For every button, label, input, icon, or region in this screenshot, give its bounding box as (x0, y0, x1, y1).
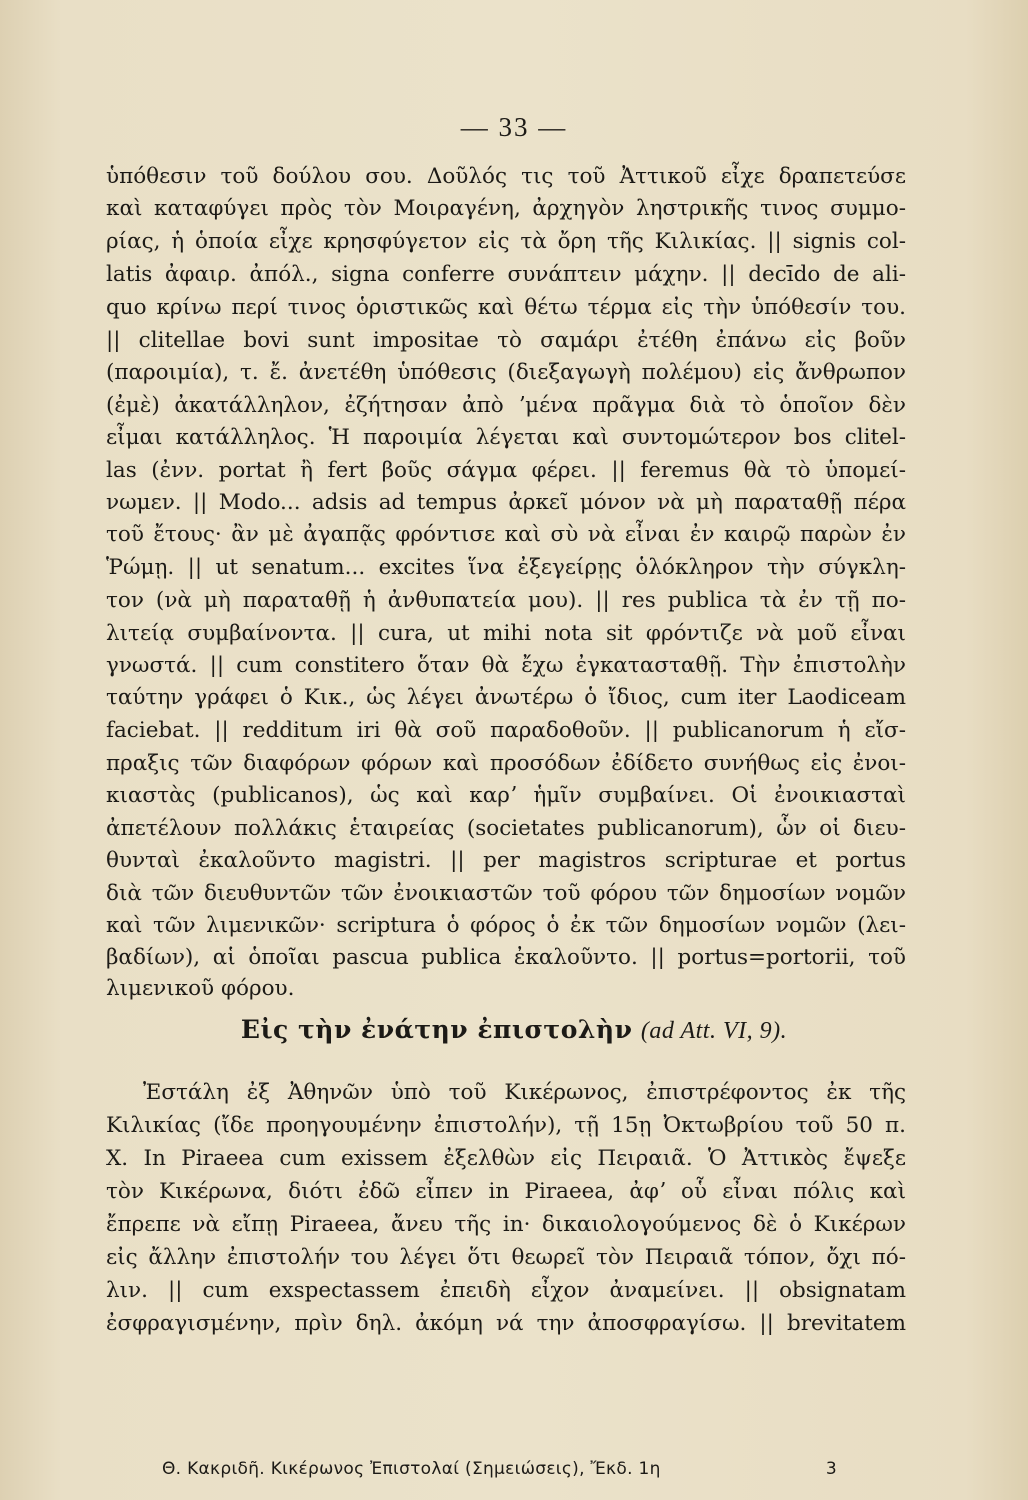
note-line: (παροιμία), τ. ἔ. ἀνετέθη ὑπόθεσις (διεξαγωγὴ πολέμου) εἰς ἄνθρωπον (106, 360, 906, 385)
intro-line: λιν. || cum exspectassem ἐπειδὴ εἶχον ἀναμείνει. || obsignatam (106, 1278, 906, 1303)
note-line: καὶ τῶν λιμενικῶν· scriptura ὁ φόρος ὁ ἐκ τῶν δημοσίων νομῶν (λει- (106, 913, 906, 938)
note-line: λιτείᾳ συμβαίνοντα. || cura, ut mihi nota sit φρόντιζε νὰ μοῦ εἶναι (106, 621, 906, 646)
intro-line: εἰς ἄλλην ἐπιστολήν του λέγει ὅτι θεωρεῖ τὸν Πειραιᾶ τόπον, ὄχι πό- (106, 1245, 906, 1270)
note-line: ἀπετέλουν πολλάκις ἑταιρείας (societates publicanorum), ὧν οἱ διευ- (106, 816, 906, 841)
signature-mark: 3 (825, 1459, 837, 1479)
footer-text: Θ. Κακριδῆ. Κικέρωνος Ἐπιστολαί (Σημειώσεις), Ἔκδ. 1η (162, 1459, 661, 1479)
note-line: καὶ καταφύγει πρὸς τὸν Μοιραγένη, ἀρχηγὸν ληστρικῆς τινος συμμο- (106, 196, 906, 221)
intro-line: Κιλικίας (ἴδε προηγουμένην ἐπιστολήν), τῇ 15ῃ Ὀκτωβρίου τοῦ 50 π. (106, 1113, 906, 1138)
page-footer (162, 1459, 837, 1479)
note-line: latis ἀφαιρ. ἀπόλ., signa conferre συνάπτειν μάχην. || decīdo de ali- (106, 262, 906, 287)
note-line: las (ἐνν. portat ἢ fert βοῦς σάγμα φέρει. || feremus θὰ τὸ ὑπομεί- (106, 458, 906, 483)
note-line: τοῦ ἔτους· ἂν μὲ ἀγαπᾷς φρόντισε καὶ σὺ νὰ εἶναι ἐν καιρῷ παρὼν ἐν (106, 522, 906, 547)
note-line: λιμενικοῦ φόρου. (106, 976, 295, 1001)
note-line: διὰ τῶν διευθυντῶν τῶν ἐνοικιαστῶν τοῦ φόρου τῶν δημοσίων νομῶν (106, 881, 906, 906)
section-heading (0, 1015, 1028, 1045)
heading-greek: Εἰς τὴν ἐνάτην ἐπιστολὴν (240, 1015, 633, 1044)
intro-line: Χ. In Piraeea cum exissem ἐξελθὼν εἰς Πειραιᾶ. Ὁ Ἀττικὸς ἔψεξε (106, 1146, 906, 1171)
note-line: ταύτην γράφει ὁ Κικ., ὡς λέγει ἀνωτέρω ὁ ἴδιος, cum iter Laodiceam (106, 685, 906, 710)
note-line: βαδίων), αἱ ὁποῖαι pascua publica ἐκαλοῦντο. || portus=portorii, τοῦ (106, 945, 906, 970)
intro-line: ἔπρεπε νὰ εἴπῃ Piraeea, ἄνευ τῆς in· δικαιολογούμενος δὲ ὁ Κικέρων (106, 1212, 906, 1237)
note-line: (ἐμὲ) ἀκατάλληλον, ἐζήτησαν ἀπὸ ʼμένα πρᾶγμα διὰ τὸ ὁποῖον δὲν (106, 393, 906, 418)
heading-latin: (ad Att. VI, 9). (640, 1018, 788, 1044)
note-line: θυνταὶ ἐκαλοῦντο magistri. || per magistros scripturae et portus (106, 848, 906, 873)
note-line: κιαστὰς (publicanos), ὡς καὶ καρʼ ἡμῖν συμβαίνει. Οἱ ἐνοικιασταὶ (106, 783, 906, 808)
note-line: εἶμαι κατάλληλος. Ἡ παροιμία λέγεται καὶ συντομώτερον bos clitel- (106, 425, 906, 450)
note-line: faciebat. || redditum iri θὰ σοῦ παραδοθοῦν. || publicanorum ἡ εἴσ- (106, 718, 906, 743)
note-line: τον (νὰ μὴ παραταθῇ ἡ ἀνθυπατεία μου). || res publica τὰ ἐν τῇ πο- (106, 588, 906, 613)
note-line: || clitellae bovi sunt impositae τὸ σαμάρι ἐτέθη ἐπάνω εἰς βοῦν (106, 328, 906, 353)
page-number: — 33 — (460, 112, 568, 142)
intro-line: ἐσφραγισμένην, πρὶν δηλ. ἀκόμη νά την ἀποσφραγίσω. || brevitatem (106, 1311, 906, 1336)
note-line: νωμεν. || Modo... adsis ad tempus ἀρκεῖ μόνον νὰ μὴ παραταθῇ πέρα (106, 490, 906, 515)
note-line: γνωστά. || cum constitero ὅταν θὰ ἔχω ἐγκατασταθῇ. Τὴν ἐπιστολὴν (106, 653, 906, 678)
intro-line: τὸν Κικέρωνα, διότι ἐδῶ εἶπεν in Piraeea, ἀφʼ οὗ εἶναι πόλις καὶ (106, 1179, 906, 1204)
note-line: ρίας, ἡ ὁποία εἶχε κρησφύγετον εἰς τὰ ὄρη τῆς Κιλικίας. || signis col- (106, 229, 906, 254)
note-line: πραξις τῶν διαφόρων φόρων καὶ προσόδων ἐδίδετο συνήθως εἰς ἐνοι- (106, 751, 906, 776)
note-line: Ῥώμῃ. || ut senatum... excites ἵνα ἐξεγείρῃς ὁλόκληρον τὴν σύγκλη- (106, 555, 906, 580)
note-line: quo κρίνω περί τινος ὁριστικῶς καὶ θέτω τέρμα εἰς τὴν ὑπόθεσίν του. (106, 295, 906, 320)
note-line: ὑπόθεσιν τοῦ δούλου σου. Δοῦλός τις τοῦ Ἀττικοῦ εἶχε δραπετεύσε (106, 164, 906, 189)
intro-line: Ἐστάλη ἐξ Ἀθηνῶν ὑπὸ τοῦ Κικέρωνος, ἐπιστρέφοντος ἐκ τῆς (143, 1080, 906, 1105)
